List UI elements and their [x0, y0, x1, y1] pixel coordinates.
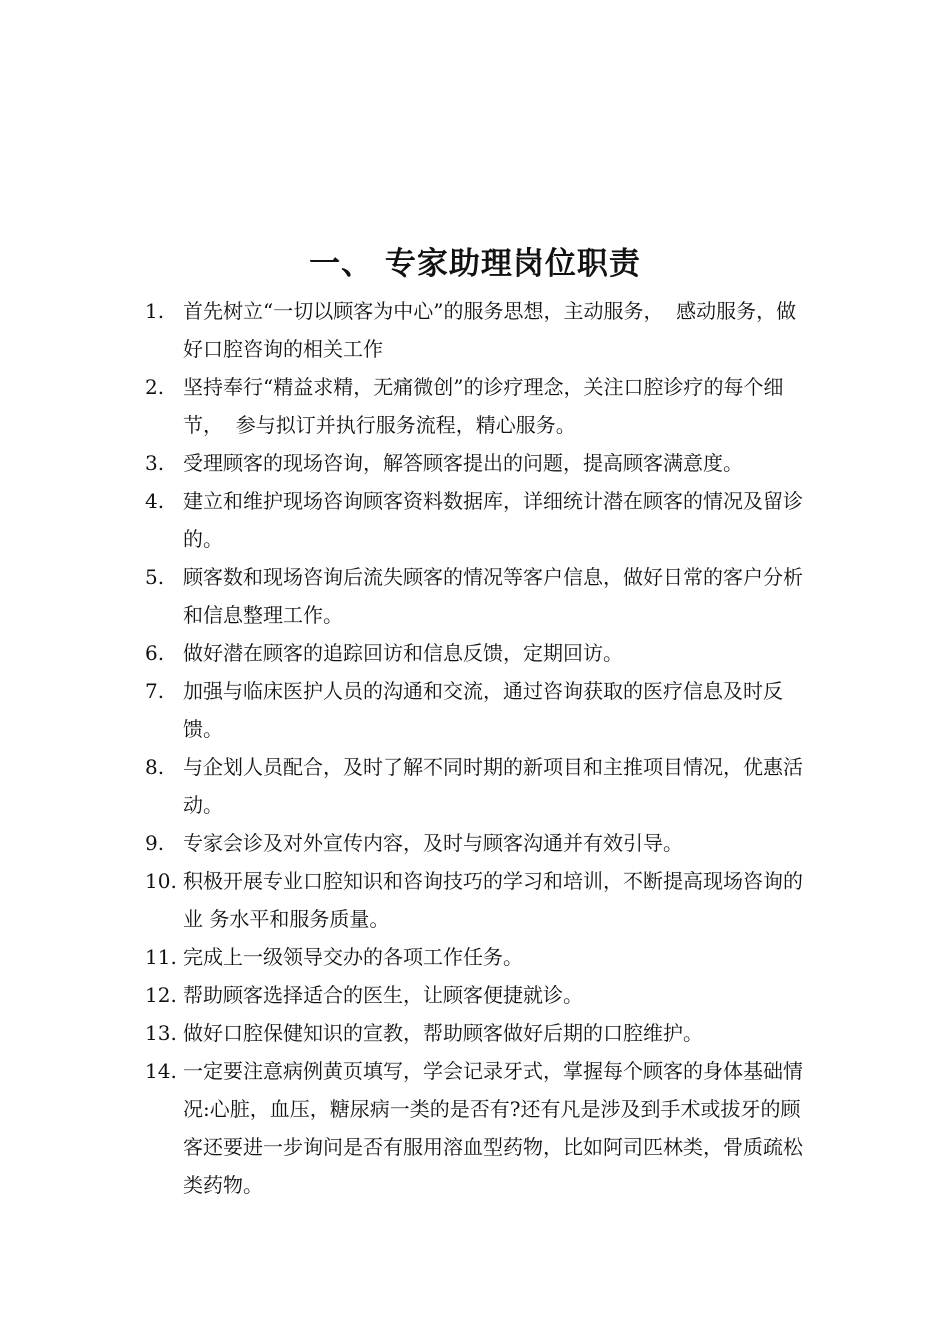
list-item — [145, 938, 810, 976]
list-item — [145, 672, 810, 748]
list-item-number: 5. — [145, 565, 165, 589]
list-item-text: 帮助顾客选择适合的医生，让顾客便捷就诊。 — [183, 983, 583, 1007]
list-item-text: 受理顾客的现场咨询，解答顾客提出的问题，提高顾客满意度。 — [183, 451, 743, 475]
list-item — [145, 976, 810, 1014]
list-item — [145, 1014, 810, 1052]
list-item-text: 做好口腔保健知识的宣教，帮助顾客做好后期的口腔维护。 — [183, 1021, 703, 1045]
list-item-number: 1. — [145, 299, 165, 323]
list-item-text: 顾客数和现场咨询后流失顾客的情况等客户信息，做好日常的客户分析和信息整理工作。 — [183, 565, 803, 627]
list-item — [145, 444, 810, 482]
list-item-number: 9. — [145, 831, 165, 855]
list-item — [145, 558, 810, 634]
list-item-number: 7. — [145, 679, 165, 703]
list-item-number: 10. — [145, 869, 177, 893]
list-item — [145, 634, 810, 672]
responsibilities-list — [145, 292, 810, 1204]
list-item — [145, 1052, 810, 1204]
list-item-number: 13. — [145, 1021, 177, 1045]
list-item-text: 做好潜在顾客的追踪回访和信息反馈，定期回访。 — [183, 641, 623, 665]
list-item-text: 坚持奉行“精益求精，无痛微创”的诊疗理念，关注口腔诊疗的每个细节， 参与拟订并执行服务流程，精心服务。 — [183, 375, 784, 437]
list-item-number: 3. — [145, 451, 165, 475]
list-item-text: 加强与临床医护人员的沟通和交流，通过咨询获取的医疗信息及时反馈。 — [183, 679, 783, 741]
list-item — [145, 368, 810, 444]
list-item-text: 与企划人员配合，及时了解不同时期的新项目和主推项目情况，优惠活动。 — [183, 755, 803, 817]
list-item — [145, 862, 810, 938]
list-item-number: 12. — [145, 983, 177, 1007]
list-item-number: 8. — [145, 755, 165, 779]
list-item — [145, 292, 810, 368]
document-title: 一、 专家助理岗位职责 — [309, 246, 641, 282]
list-item-text: 一定要注意病例黄页填写，学会记录牙式，掌握每个顾客的身体基础情况:心脏，血压，糖尿病一类的是否有?还有凡是涉及到手术或拔牙的顾客还要进一步询问是否有服用溶血型药物，比如阿司匹林类，骨质疏松类药物。 — [183, 1059, 803, 1197]
list-item-text: 首先树立“一切以顾客为中心”的服务思想，主动服务， 感动服务，做好口腔咨询的相关工作 — [183, 299, 797, 361]
list-item-text: 建立和维护现场咨询顾客资料数据库，详细统计潜在顾客的情况及留诊的。 — [183, 489, 803, 551]
list-item-text: 专家会诊及对外宣传内容，及时与顾客沟通并有效引导。 — [183, 831, 683, 855]
list-item-text: 积极开展专业口腔知识和咨询技巧的学习和培训，不断提高现场咨询的业 务水平和服务质量。 — [183, 869, 803, 931]
list-item-number: 2. — [145, 375, 165, 399]
list-item — [145, 482, 810, 558]
list-item — [145, 748, 810, 824]
list-item-number: 14. — [145, 1059, 177, 1083]
list-item-text: 完成上一级领导交办的各项工作任务。 — [183, 945, 523, 969]
list-item-number: 11. — [145, 945, 177, 969]
list-item-number: 6. — [145, 641, 165, 665]
list-item-number: 4. — [145, 489, 165, 513]
list-item — [145, 824, 810, 862]
